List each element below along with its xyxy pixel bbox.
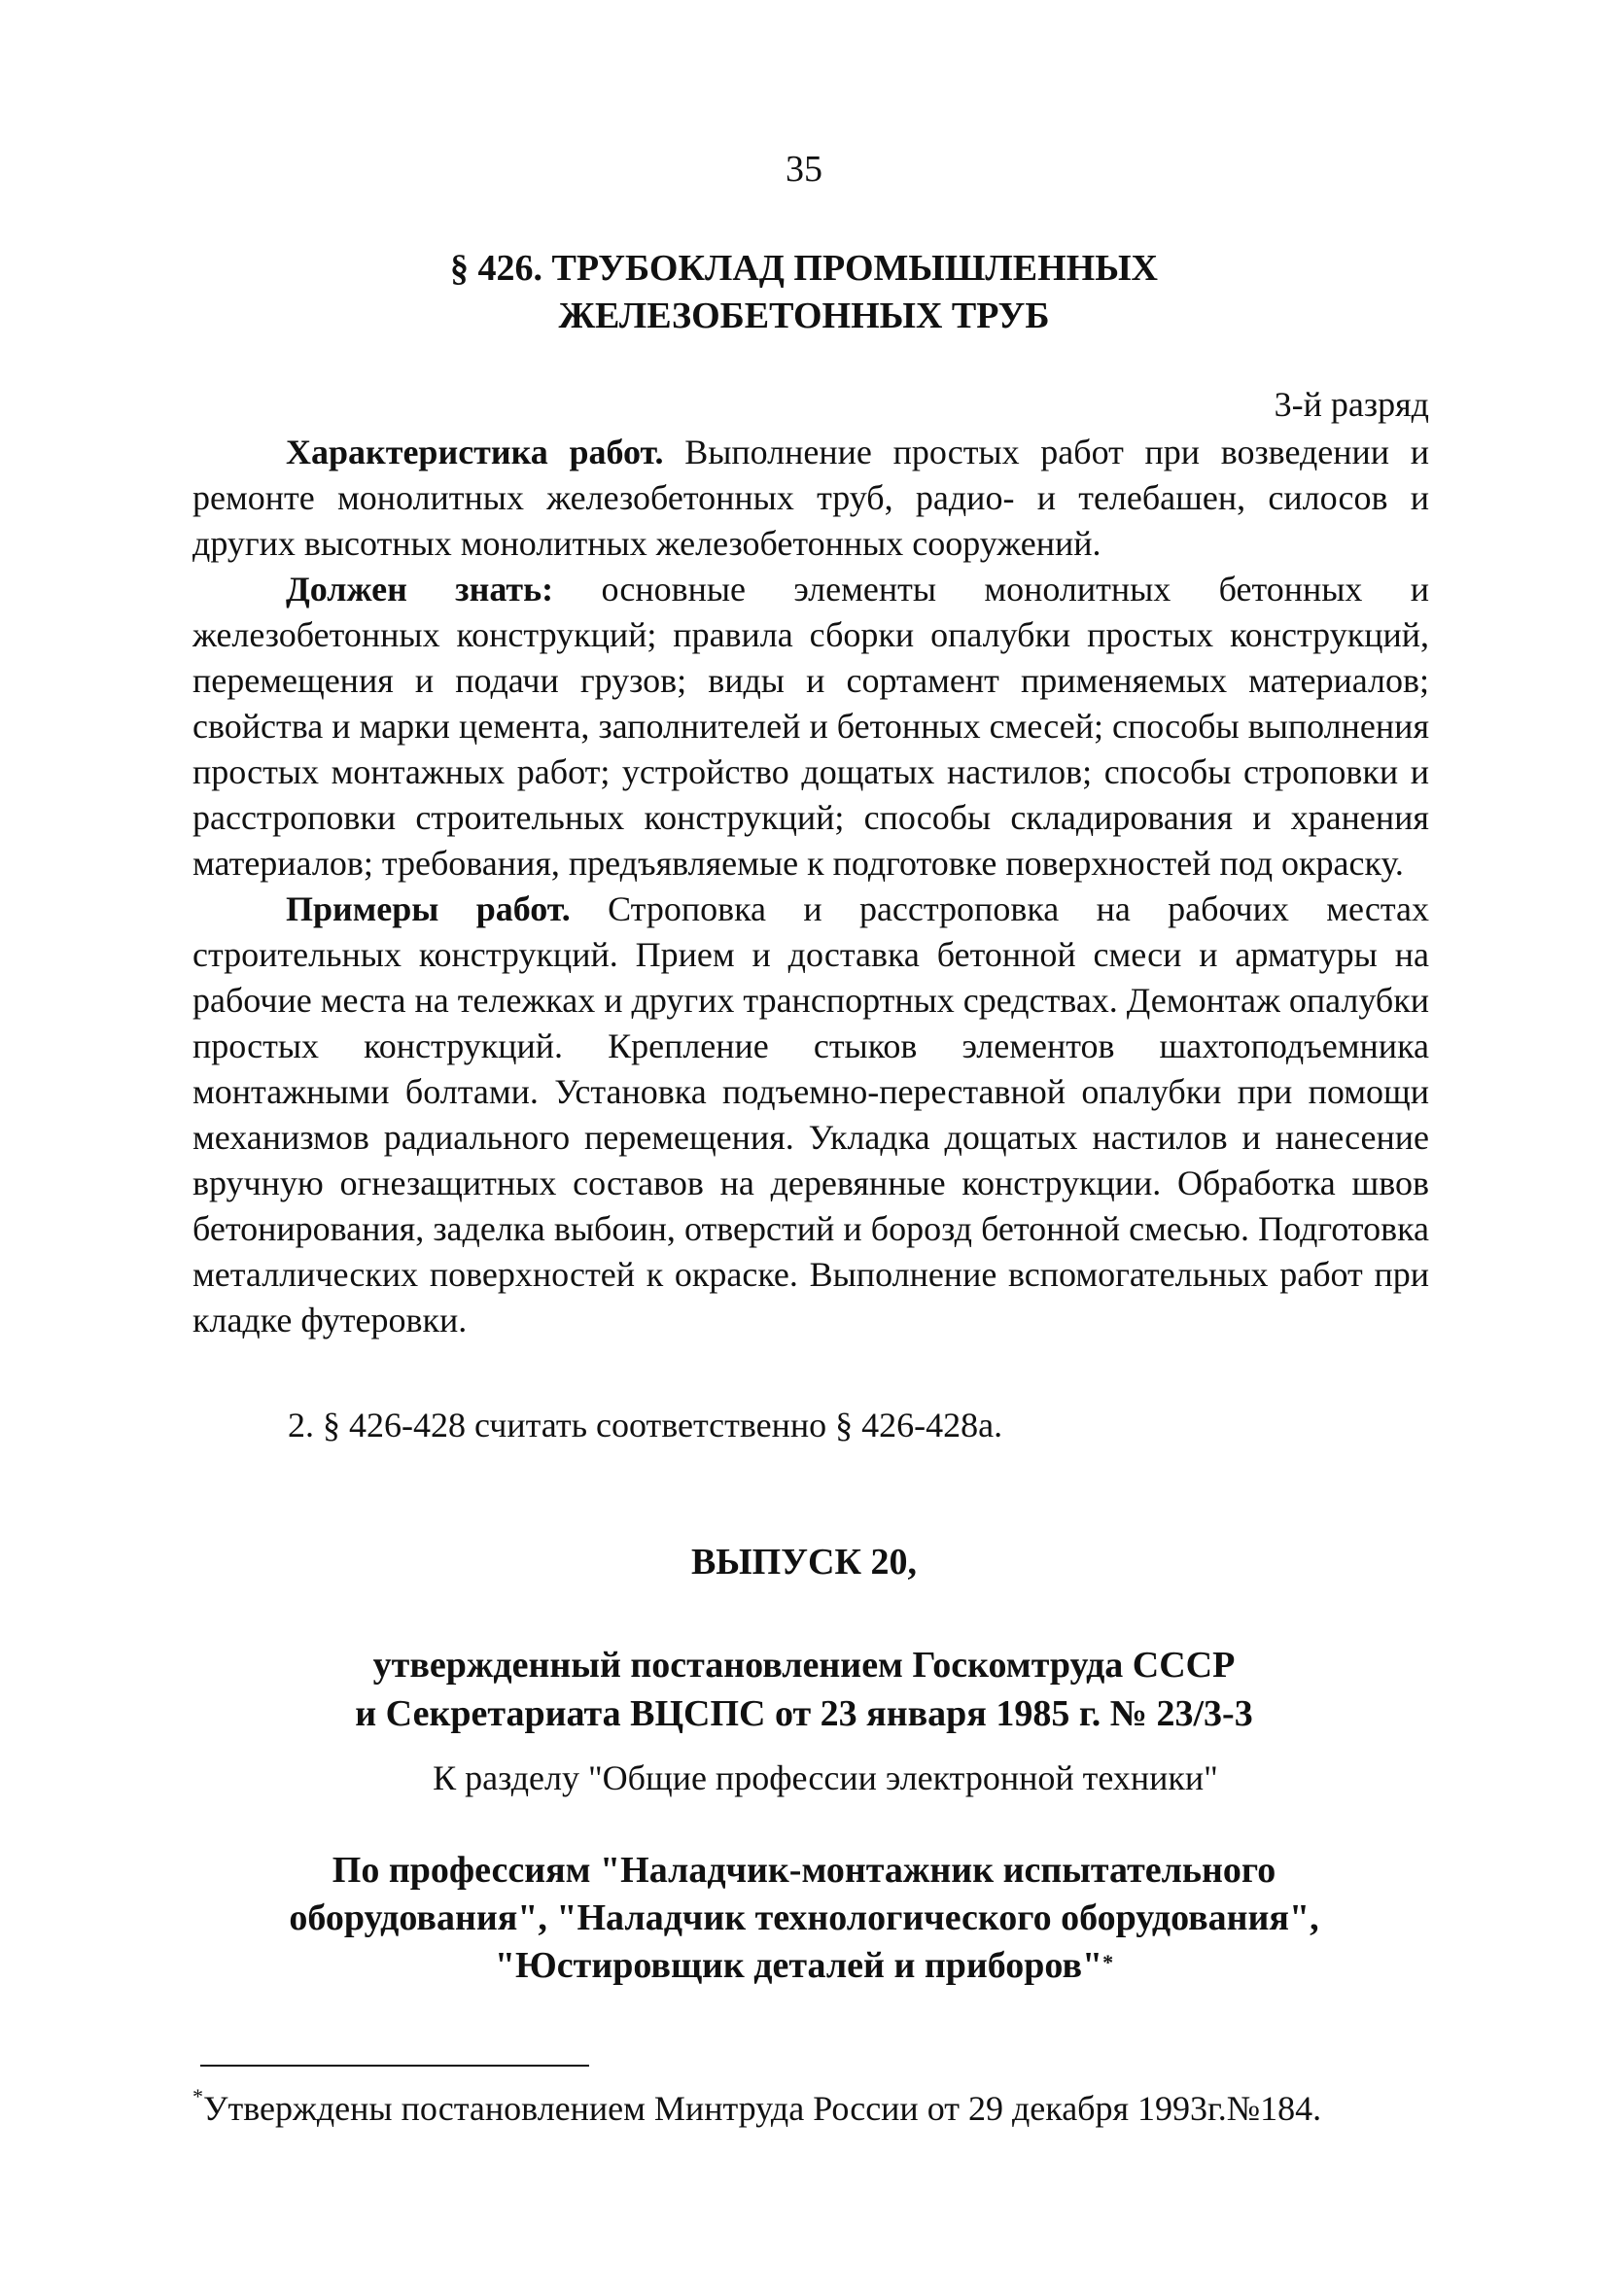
- must-know-paragraph: [192, 567, 1429, 887]
- footnote-text: Утверждены постановлением Минтруда России от 29 декабря 1993г.№184.: [203, 2089, 1322, 2128]
- section-title-line-1: § 426. ТРУБОКЛАД ПРОМЫШЛЕННЫХ: [450, 248, 1158, 289]
- issue-title: ВЫПУСК 20,: [690, 1542, 918, 1583]
- grade-label: 3-й разряд: [1274, 385, 1429, 424]
- division-heading: К разделу "Общие профессии электронной техники": [433, 1758, 1218, 1797]
- examples-text: Строповка и расстроповка на рабочих местах строительных конструкций. Прием и доставка бетонной смеси и арматуры на рабочие места на тележках и других транспортных средствах. Демонтаж опалубки простых конструкций. Крепление стыков элементов шахтоподъемника монтажными болтами. Установка подъемно-переставной опалубки при помощи механизмов радиального перемещения. Укладка дощатых настилов и нанесение вручную огнезащитных составов на деревянные конструкции. Обработка швов бетонирования, заделка выбоин, отверстий и борозд бетонной смесью. Подготовка металлических поверхностей к окраске. Выполнение вспомогательных работ при кладке футеровки.: [192, 889, 1429, 1339]
- section-title-line-2: ЖЕЛЕЗОБЕТОННЫХ ТРУБ: [558, 296, 1050, 336]
- footnote-divider: [200, 2065, 589, 2067]
- professions-line-3: [0, 1942, 1608, 1990]
- professions-line-1: По профессиям "Наладчик-монтажник испытательного: [332, 1850, 1276, 1891]
- characteristics-label: Характеристика работ.: [286, 433, 664, 471]
- section-body: [192, 430, 1429, 1343]
- professions-heading: [0, 1847, 1608, 1990]
- examples-paragraph: [192, 887, 1429, 1343]
- approval-line-1: утвержденный постановлением Госкомтруда СССР: [372, 1645, 1236, 1686]
- footnote: [192, 2084, 1322, 2129]
- professions-line-2: оборудования", "Наладчик технологического оборудования",: [289, 1897, 1319, 1938]
- page-number: 35: [786, 149, 822, 190]
- footnote-reference-mark: *: [1102, 1950, 1114, 1974]
- approval-line-2: и Секретариата ВЦСПС от 23 января 1985 г. № 23/3-3: [355, 1693, 1253, 1734]
- footnote-mark: *: [192, 2084, 203, 2108]
- characteristics-text: Выполнение простых работ при возведении и ремонте монолитных железобетонных труб, радио- и телебашен, силосов и других высотных монолитных железобетонных сооружений.: [192, 433, 1429, 563]
- must-know-label: Должен знать:: [286, 570, 554, 609]
- section-title: [0, 245, 1608, 340]
- renumbering-note: 2. § 426-428 считать соответственно § 426-428а.: [288, 1406, 1003, 1444]
- examples-label: Примеры работ.: [286, 889, 571, 928]
- professions-line-3-text: "Юстировщик деталей и приборов": [494, 1945, 1103, 1986]
- characteristics-paragraph: [192, 430, 1429, 567]
- must-know-text: основные элементы монолитных бетонных и железобетонных конструкций; правила сборки опалубки простых конструкций, перемещения и подачи грузов; виды и сортамент применяемых материалов; свойства и марки цемента, заполнителей и бетонных смесей; способы выполнения простых монтажных работ; устройство дощатых настилов; способы строповки и расстроповки строительных конструкций; способы складирования и хранения материалов; требования, предъявляемые к подготовке поверхностей под окраску.: [192, 570, 1430, 883]
- issue-approval: [0, 1641, 1608, 1738]
